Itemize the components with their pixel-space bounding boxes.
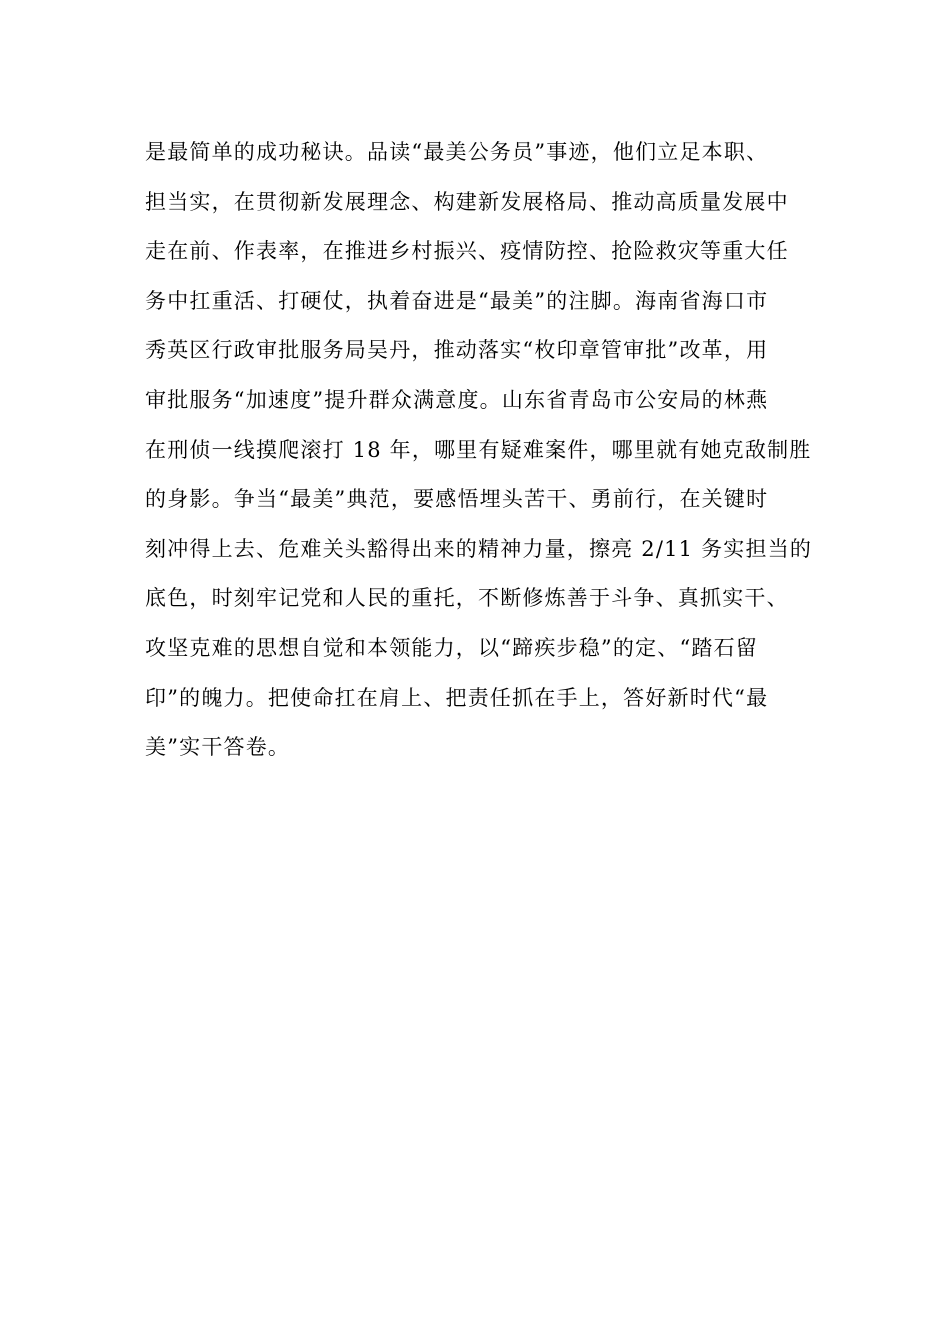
text-line-6: 审批服务“加速度”提升群众满意度。山东省青岛市公安局的林燕 — [145, 387, 769, 412]
body-paragraph — [145, 128, 813, 773]
text-line-9: 刻冲得上去、危难关头豁得出来的精神力量，擦亮 2/11 务实担当的 — [145, 536, 813, 561]
text-line-7: 在刑侦一线摸爬滚打 18 年，哪里有疑难案件，哪里就有她克敌制胜 — [145, 437, 812, 462]
text-line-11: 攻坚克难的思想自觉和本领能力，以“蹄疾步稳”的定、“踏石留 — [145, 635, 759, 660]
text-line-10: 底色，时刻牢记党和人民的重托，不断修炼善于斗争、真抓实干、 — [145, 586, 789, 611]
text-line-8: 的身影。争当“最美”典范，要感悟埋头苦干、勇前行，在关键时 — [145, 487, 769, 512]
text-line-13: 美”实干答卷。 — [145, 735, 291, 760]
text-line-3: 走在前、作表率，在推进乡村振兴、疫情防控、抢险救灾等重大任 — [145, 239, 789, 264]
text-line-12: 印”的魄力。把使命扛在肩上、把责任抓在手上，答好新时代“最 — [145, 685, 769, 710]
text-line-2: 担当实，在贯彻新发展理念、构建新发展格局、推动高质量发展中 — [145, 189, 789, 214]
text-line-5: 秀英区行政审批服务局吴丹，推动落实“枚印章管审批”改革，用 — [145, 338, 769, 363]
text-line-1: 是最简单的成功秘诀。品读“最美公务员”事迹，他们立足本职、 — [145, 140, 769, 164]
text-line-4: 务中扛重活、打硬仗，执着奋进是“最美”的注脚。海南省海口市 — [145, 288, 769, 313]
